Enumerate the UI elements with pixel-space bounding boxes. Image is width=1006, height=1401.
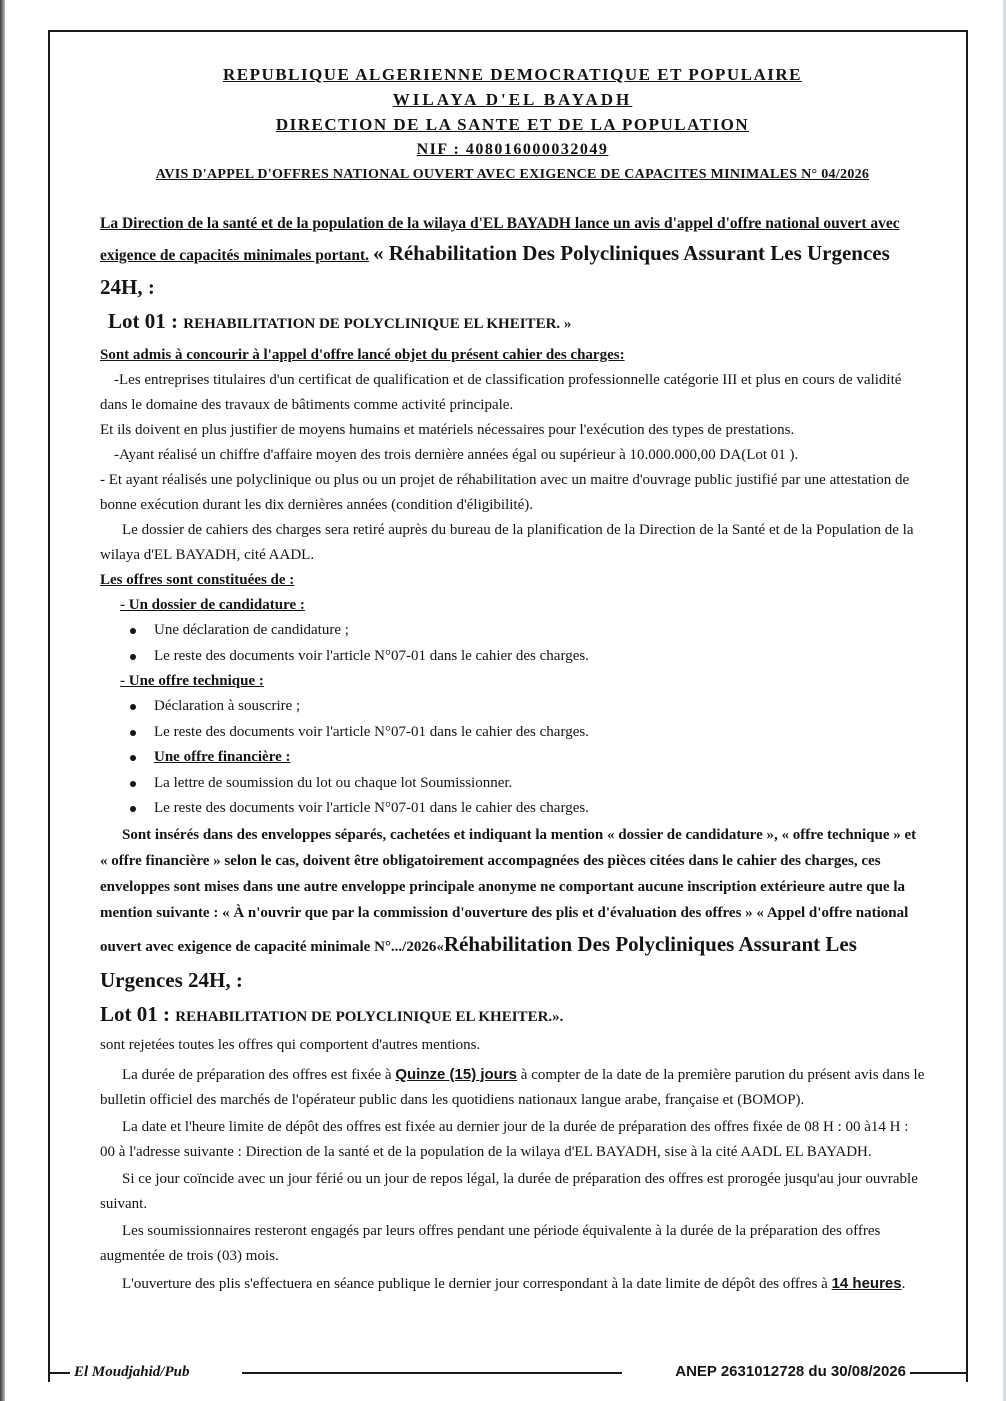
header-avis-title: AVIS D'APPEL D'OFFRES NATIONAL OUVERT AVEC EXIGENCE DE CAPACITES MINIMALES N° 04/2026 <box>155 167 870 182</box>
lot-line <box>100 304 925 341</box>
scan-edge <box>0 0 5 1401</box>
footer-source: El Moudjahid/Pub <box>70 1362 193 1382</box>
opening-hour: 14 heures <box>831 1274 902 1292</box>
header-wilaya: WILAYA D'EL BAYADH <box>392 90 633 109</box>
eligibility-p5: Le dossier de cahiers des charges sera retiré auprès du bureau de la planification de la Direction de la Santé et de la Population de la wilaya d'EL BAYADH, cité AADL. <box>100 522 914 563</box>
deadline-paragraph: La date et l'heure limite de dépôt des offres est fixée au dernier jour de la durée de préparation des offres fixée de 08 H : 00 à14 H : 00 à l'adresse suivante : Direction de la santé et de la population de la wilaya d'EL BAYADH, sise à la cité AADL EL BAYADH. <box>100 1118 909 1160</box>
financiere-heading: Une offre financière : <box>154 749 291 765</box>
opening-paragraph: L'ouverture des plis s'effectuera en séance publique le dernier jour correspondant à la date limite de dépôt des offres à 14 heures. <box>122 1274 906 1292</box>
bullet-icon <box>130 730 136 736</box>
envelopes-lot-label: Lot 01 : <box>100 1001 170 1026</box>
envelopes-lot-text: REHABILITATION DE POLYCLINIQUE EL KHEITER.». <box>175 1008 564 1025</box>
list-item: Déclaration à souscrire ; <box>130 694 925 720</box>
bullet-icon <box>130 806 136 812</box>
eligibility-p2: Et ils doivent en plus justifier de moyens humains et matériels nécessaires pour l'exécution des types de prestations. <box>100 422 795 438</box>
list-item: Une déclaration de candidature ; <box>130 618 925 644</box>
envelopes-lot-line <box>100 998 925 1033</box>
footer-rule-middle <box>242 1372 622 1374</box>
list-item: Le reste des documents voir l'article N°07-01 dans le cahier des charges. <box>130 720 925 746</box>
duration-days: Quinze (15) jours <box>395 1065 518 1083</box>
footer-reference: ANEP 2631012728 du 30/08/2026 <box>671 1362 910 1382</box>
notice-content <box>100 62 925 1297</box>
footer-rule-right <box>910 1372 968 1374</box>
intro-paragraph <box>100 211 925 304</box>
offers-heading: Les offres sont constituées de : <box>100 572 295 588</box>
eligibility-p3: -Ayant réalisé un chiffre d'affaire moyen des trois dernière années égal ou supérieur à 10.000.000,00 DA(Lot 01 ). <box>114 447 799 463</box>
list-item: Le reste des documents voir l'article N°07-01 dans le cahier des charges. <box>130 644 925 670</box>
list-item <box>130 745 925 771</box>
list-item: Le reste des documents voir l'article N°07-01 dans le cahier des charges. <box>130 796 925 822</box>
bullet-icon <box>130 704 136 710</box>
financiere-list <box>100 745 925 822</box>
list-item: La lettre de soumission du lot ou chaque lot Soumissionner. <box>130 771 925 797</box>
lot-label: Lot 01 : <box>108 309 178 333</box>
lot-text: REHABILITATION DE POLYCLINIQUE EL KHEITER. » <box>183 316 572 332</box>
candidature-heading: - Un dossier de candidature : <box>120 597 305 613</box>
holiday-paragraph: Si ce jour coïncide avec un jour férié ou un jour de repos légal, la durée de préparation des offres est prorogée jusqu'au jour ouvrable suivant. <box>100 1170 918 1212</box>
eligibility-heading: Sont admis à concourir à l'appel d'offre lancé objet du présent cahier des charges: <box>100 347 625 363</box>
bullet-icon <box>130 628 136 634</box>
header-republic: REPUBLIQUE ALGERIENNE DEMOCRATIQUE ET POPULAIRE <box>222 65 802 84</box>
technique-heading: - Une offre technique : <box>120 673 264 689</box>
intro-lead: La Direction de la santé et de la population de la wilaya d'EL BAYADH lance un avis d'appel d'offre national ouvert avec exigence de capacités minimales portant. <box>100 215 900 264</box>
envelopes-text: Sont insérés dans des enveloppes séparés, cachetées et indiquant la mention « dossier de candidature », « offre technique » et « offre financière » selon le cas, doivent être obligatoirement accompagnées des pièces citées dans le cahier des charges, ces enveloppes sont mises dans une autre enveloppe principale anonyme ne comportant aucune inscription extérieure autre que la mention suivante : « À n'ouvrir que par la commission d'ouverture des plis et d'évaluation des offres » « Appel d'offre national ouvert avec exigence de capacité minimale N°.../2026« <box>100 826 917 955</box>
bullet-icon <box>130 654 136 660</box>
validity-paragraph: Les soumissionnaires resteront engagés par leurs offres pendant une période équivalente à la durée de la préparation des offres augmentée de trois (03) mois. <box>100 1222 881 1264</box>
bullet-icon <box>130 781 136 787</box>
eligibility-p1: -Les entreprises titulaires d'un certificat de qualification et de classification professionnelle catégorie III et plus en cours de validité dans le domaine des travaux de bâtiments comme activité principale. <box>100 372 902 413</box>
project-title: « Réhabilitation Des Polycliniques Assurant Les Urgences 24H, : <box>100 241 890 299</box>
envelopes-title: Réhabilitation Des Polycliniques Assurant Les Urgences 24H, : <box>100 931 857 992</box>
header-direction: DIRECTION DE LA SANTE ET DE LA POPULATION <box>275 115 750 134</box>
envelopes-paragraph <box>100 822 925 998</box>
header-nif: NIF : 408016000032049 <box>416 141 609 158</box>
eligibility-p4: - Et ayant réalisés une polyclinique ou plus ou un projet de réhabilitation avec un maitre d'ouvrage public justifié par une attestation de bonne exécution durant les dix dernières années (condition d'éligibilité). <box>100 472 910 513</box>
bullet-icon <box>130 755 136 761</box>
candidature-list <box>100 618 925 669</box>
technique-list <box>100 694 925 745</box>
duration-paragraph: La durée de préparation des offres est fixée à Quinze (15) jours à compter de la date de la première parution du présent avis dans le bulletin officiel des marchés de l'opérateur public dans les quotidiens nationaux langue arabe, française et (BOMOP). <box>100 1065 925 1108</box>
rejected-note: sont rejetées toutes les offres qui comportent d'autres mentions. <box>100 1036 481 1053</box>
